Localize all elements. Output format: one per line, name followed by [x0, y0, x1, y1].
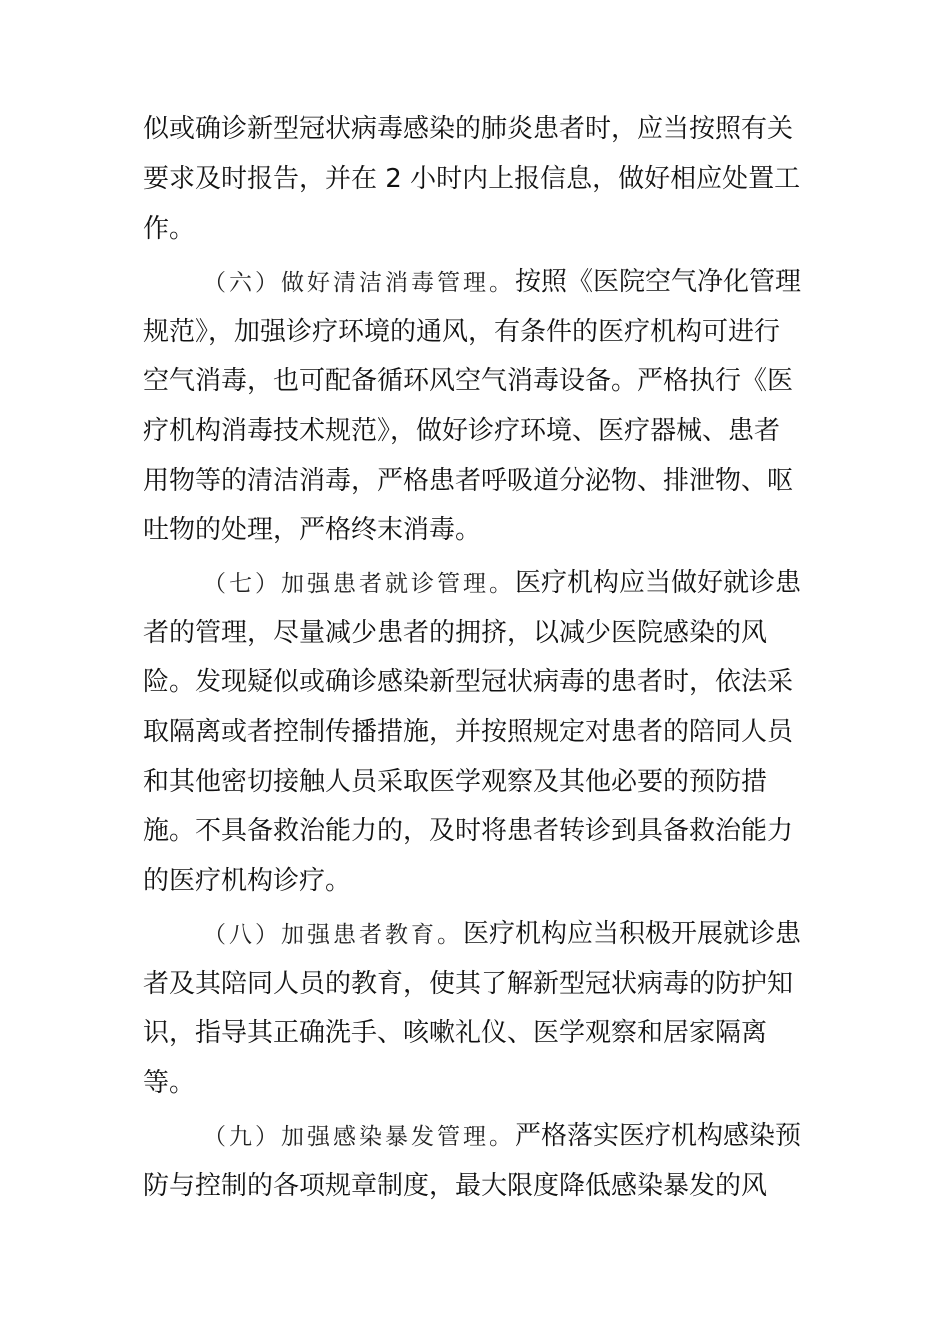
- text-line: 用物等的清洁消毒，严格患者呼吸道分泌物、排泄物、呕: [143, 466, 794, 496]
- text-line: 识，指导其正确洗手、咳嗽礼仪、医学观察和居家隔离: [143, 1018, 768, 1048]
- text-line: 作。: [143, 214, 196, 244]
- text-line: 似或确诊新型冠状病毒感染的肺炎患者时，应当按照有关: [143, 114, 794, 144]
- section-text: 医疗机构应当积极开展就诊患: [463, 919, 802, 949]
- section-first-line: [203, 264, 801, 301]
- text-line: 的医疗机构诊疗。: [143, 866, 352, 896]
- text-line: 要求及时报告，并在 2 小时内上报信息，做好相应处置工: [143, 164, 801, 194]
- section-heading: （七）加强患者就诊管理。: [203, 571, 515, 597]
- section-heading: （八）加强患者教育。: [203, 922, 463, 948]
- text-line: 施。不具备救治能力的，及时将患者转诊到具备救治能力: [143, 816, 794, 846]
- text-line: 吐物的处理，严格终末消毒。: [143, 515, 482, 545]
- text-line: 取隔离或者控制传播措施，并按照规定对患者的陪同人员: [143, 717, 794, 747]
- text-line: 防与控制的各项规章制度，最大限度降低感染暴发的风: [143, 1171, 768, 1201]
- text-line: 险。发现疑似或确诊感染新型冠状病毒的患者时，依法采: [143, 667, 794, 697]
- text-line: 疗机构消毒技术规范》，做好诊疗环境、医疗器械、患者: [143, 416, 781, 446]
- text-line: 空气消毒，也可配备循环风空气消毒设备。严格执行《医: [143, 366, 794, 396]
- text-line: 者及其陪同人员的教育，使其了解新型冠状病毒的防护知: [143, 969, 794, 999]
- section-heading: （九）加强感染暴发管理。: [203, 1124, 515, 1150]
- section-heading: （六）做好清洁消毒管理。: [203, 270, 515, 296]
- section-text: 严格落实医疗机构感染预: [515, 1121, 802, 1151]
- text-line: 者的管理，尽量减少患者的拥挤，以减少医院感染的风: [143, 618, 768, 648]
- section-first-line: [203, 1118, 801, 1155]
- section-text: 按照《医院空气净化管理: [515, 267, 802, 297]
- text-line: 等。: [143, 1068, 196, 1098]
- section-text: 医疗机构应当做好就诊患: [515, 568, 802, 598]
- text-line: 规范》，加强诊疗环境的通风，有条件的医疗机构可进行: [143, 317, 781, 347]
- text-line: 和其他密切接触人员采取医学观察及其他必要的预防措: [143, 767, 768, 797]
- section-first-line: [203, 916, 801, 953]
- section-first-line: [203, 565, 801, 602]
